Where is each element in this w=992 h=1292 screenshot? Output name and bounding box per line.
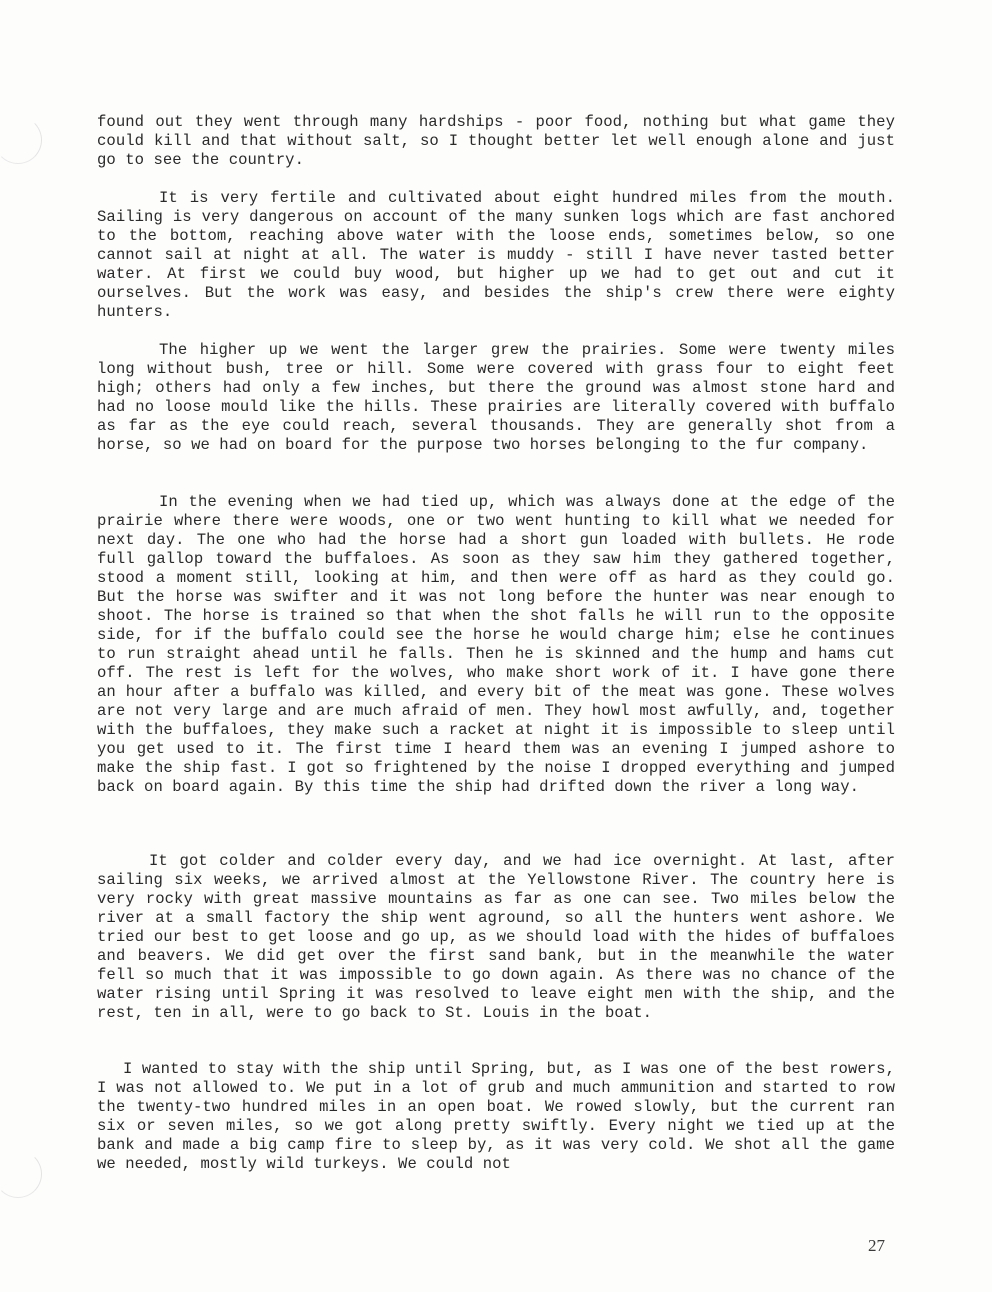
- paragraph-5: It got colder and colder every day, and we had ice overnight. At last, after sailing six weeks, we arrived almost at the Yellowstone River. The country here is very rocky with great massive mountains as far as one can see. Two miles below the river at a small factory the ship went aground, so all the hunters went ashore. We tried our best to get loose and go up, as we should load with the hides of buffaloes and beavers. We did get over the first sand bank, but in the meanwhile the water fell so much that it was impossible to go down again. As there was no chance of the water rising until Spring it was resolved to leave eight men with the ship, and the rest, ten in all, were to go back to St. Louis in the boat.: [97, 852, 895, 1022]
- page-number: 27: [868, 1236, 885, 1255]
- binder-hole-mark: [0, 1150, 42, 1198]
- paragraph-1: found out they went through many hardships - poor food, nothing but what game they could kill and that without salt, so I thought better let well enough alone and just go to see the country.: [97, 113, 895, 169]
- binder-hole-mark: [0, 116, 42, 164]
- paragraph-6: I wanted to stay with the ship until Spring, but, as I was one of the best rowers, I was not allowed to. We put in a lot of grub and much ammunition and started to row the twenty-two hundred miles in an open boat. We rowed slowly, but the current ran six or seven miles, so we got along pretty swiftly. Every night we tied up at the bank and made a big camp fire to sleep by, as it was very cold. We shot all the game we needed, mostly wild turkeys. We could not: [97, 1060, 895, 1173]
- paragraph-3: The higher up we went the larger grew the prairies. Some were twenty miles long without bush, tree or hill. Some were covered with grass four to eight feet high; others had only a few inches, but there the ground was almost stone hard and had no loose mould like the hills. These prairies are literally covered with buffalo as far as the eye could reach, several thousands. They are generally shot from a horse, so we had on board for the purpose two horses belonging to the fur company.: [97, 341, 895, 454]
- paragraph-2: It is very fertile and cultivated about eight hundred miles from the mouth. Sailing is very dangerous on account of the many sunken logs which are fast anchored to the bottom, reaching above water with the loose ends, sometimes below, so one cannot sail at night at all. The water is muddy - still I have never tasted better water. At first we could buy wood, but higher up we had to get out and cut it ourselves. But the work was easy, and besides the ship's crew there were eighty hunters.: [97, 189, 895, 321]
- paragraph-4: In the evening when we had tied up, which was always done at the edge of the prairie where there were woods, one or two went hunting to kill what we needed for next day. The one who had the horse had a short gun loaded with bullets. He rode full gallop toward the buffaloes. As soon as they saw him they gathered together, stood a moment still, looking at him, and then were off as hard as they could go. But the horse was swifter and it was not long before the hunter was near enough to shoot. The horse is trained so that when the shot falls he will run to the opposite side, for if the buffalo could see the horse he would charge him; else he continues to run straight ahead until he falls. Then he is skinned and the hump and hams cut off. The rest is left for the wolves, who make short work of it. I have gone there an hour after a buffalo was killed, and every bit of the meat was gone. These wolves are not very large and are much afraid of men. They howl most awfully, and, together with the buffaloes, they make such a racket at night it is impossible to sleep until you get used to it. The first time I heard them was an evening I jumped ashore to make the ship fast. I got so frightened by the noise I dropped everything and jumped back on board again. By this time the ship had drifted down the river a long way.: [97, 493, 895, 796]
